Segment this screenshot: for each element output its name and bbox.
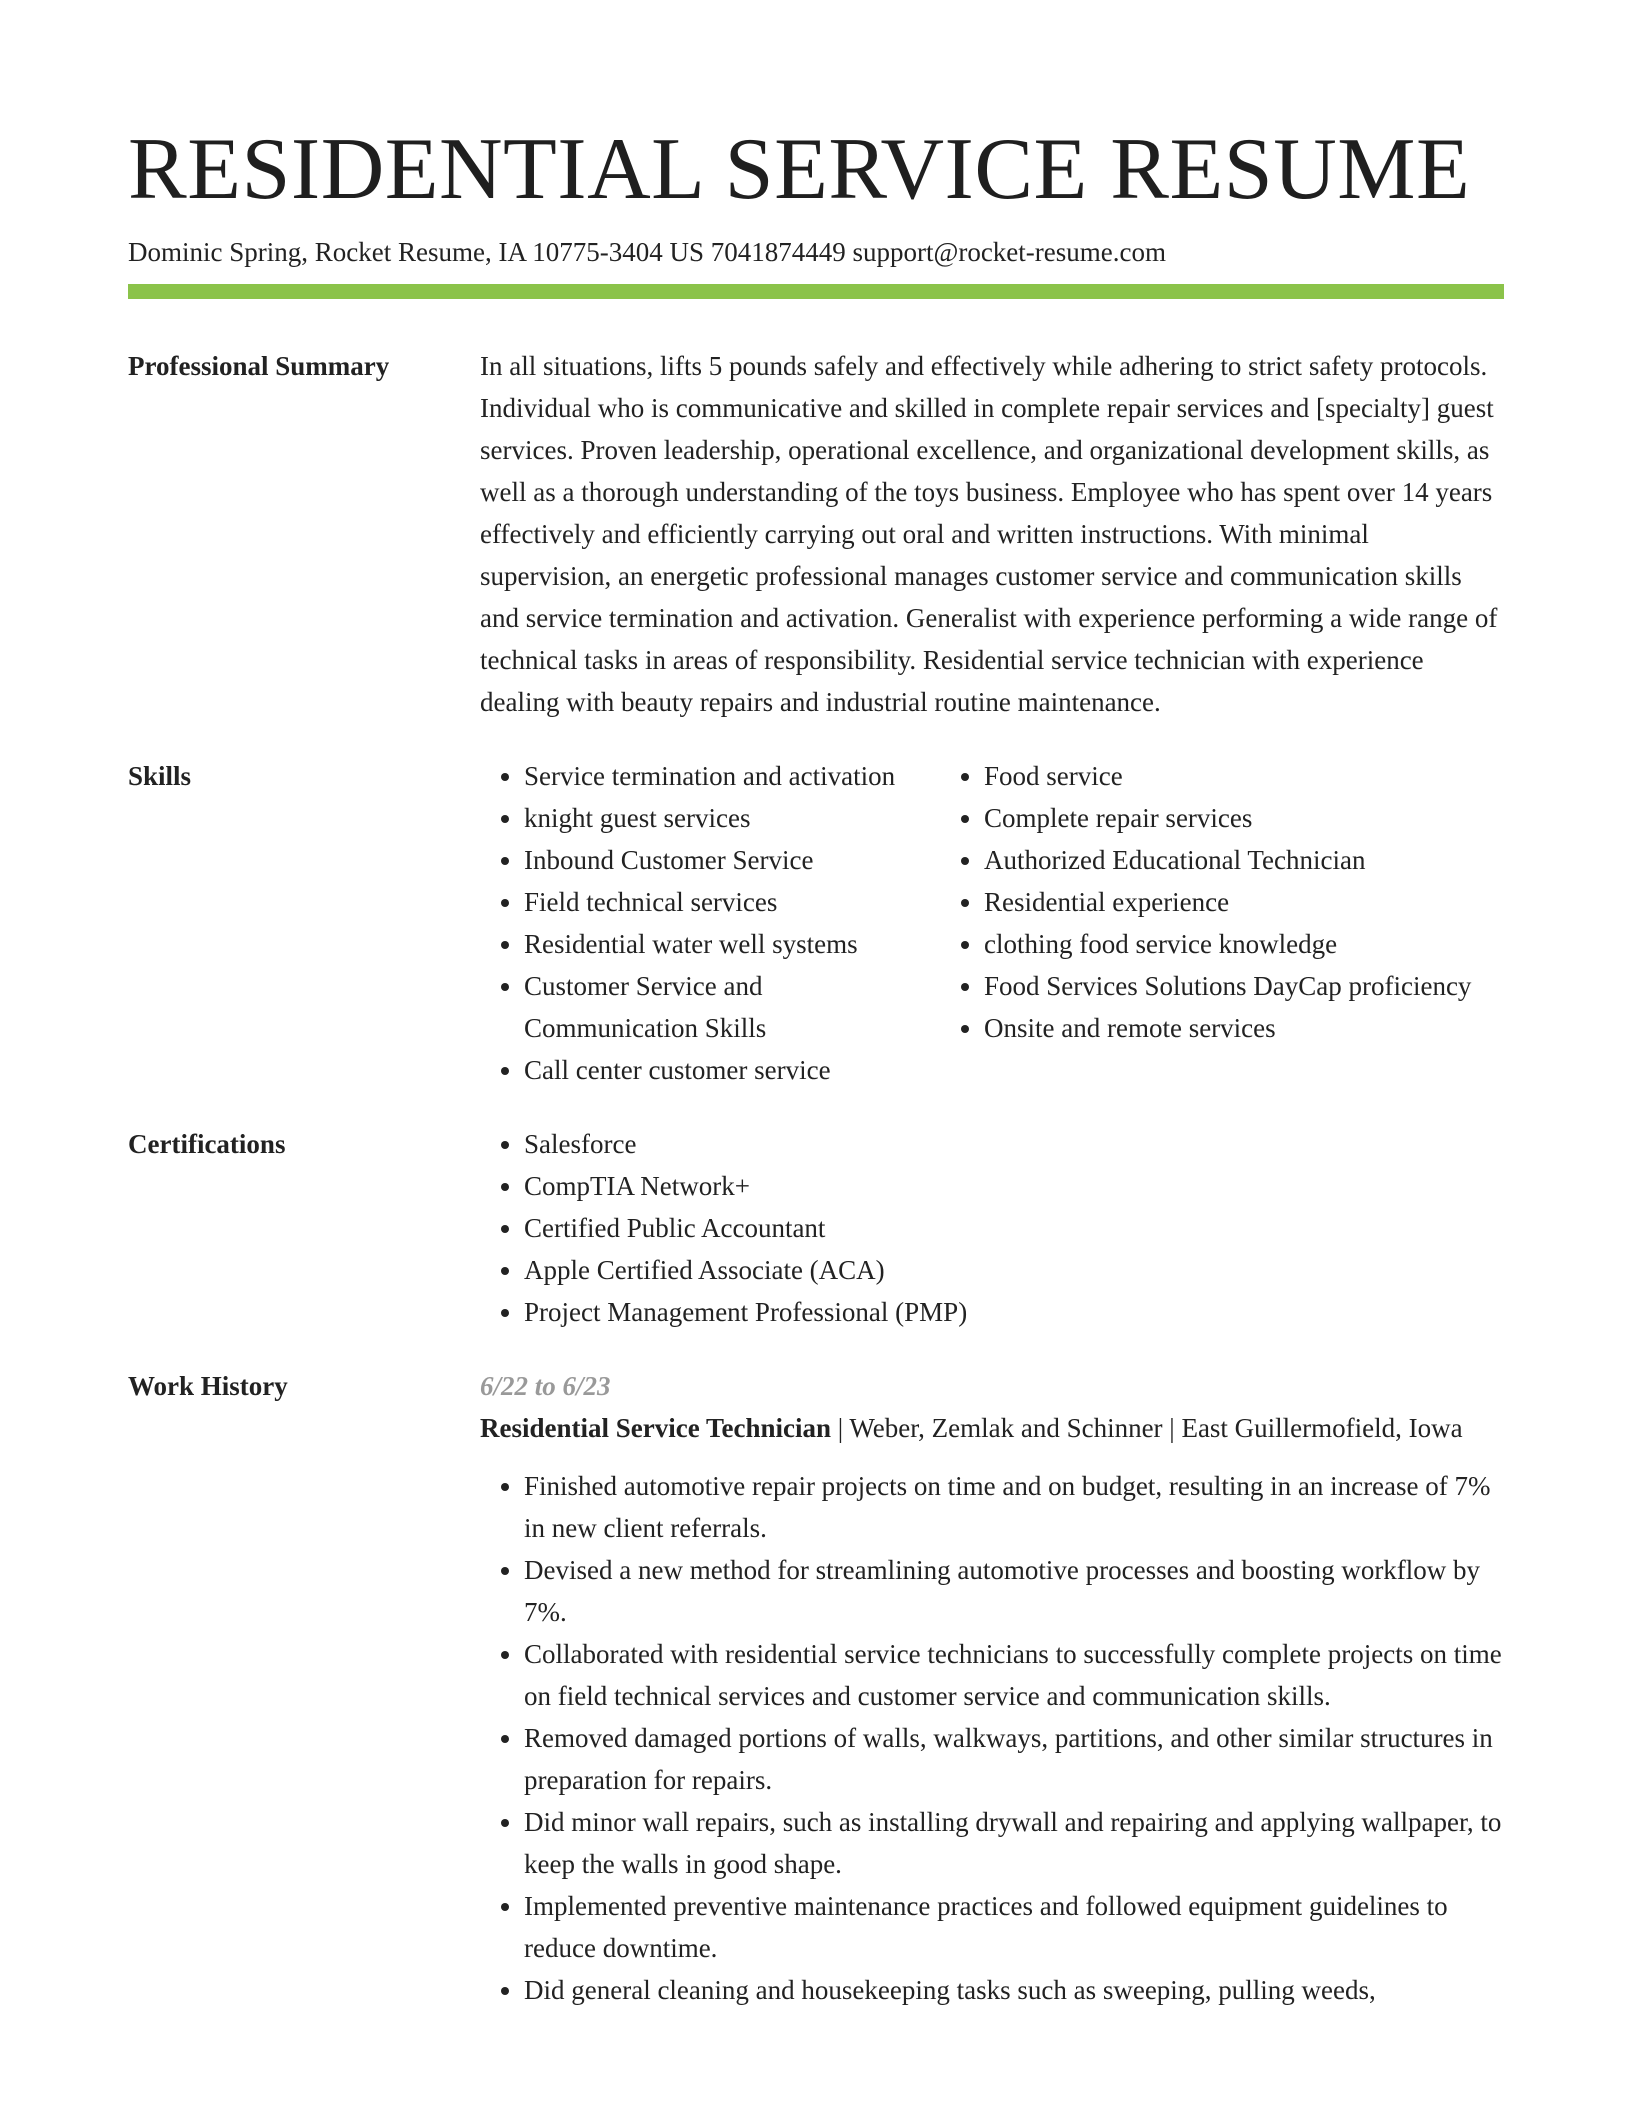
skill-item: • Residential water well systems (524, 923, 940, 965)
job-bullet: • Did minor wall repairs, such as installing drywall and repairing and applying wallpaper, to keep the walls in good shape. (524, 1801, 1504, 1885)
certification-item: • Project Management Professional (PMP) (524, 1291, 1504, 1333)
job-entry (480, 1365, 1504, 2011)
certifications-section (128, 1123, 1504, 1333)
job-title: Residential Service Technician (480, 1413, 831, 1443)
skill-item: • clothing food service knowledge (984, 923, 1504, 965)
skill-item: • Complete repair services (984, 797, 1504, 839)
skills-list-right (940, 755, 1504, 1091)
certification-item: • Salesforce (524, 1123, 1504, 1165)
skill-item: • Call center customer service (524, 1049, 940, 1091)
skill-item: • Onsite and remote services (984, 1007, 1504, 1049)
skills-section (128, 755, 1504, 1091)
summary-text: In all situations, lifts 5 pounds safely and effectively while adhering to strict safety protocols. Individual who is communicative and skilled in complete repair services and [specialty] guest services. Proven leadership, operational excellence, and organizational development skills, as well as a thorough understanding of the toys business. Employee who has spent over 14 years effectively and efficiently carrying out oral and written instructions. With minimal supervision, an energetic professional manages customer service and communication skills and service termination and activation. Generalist with experience performing a wide range of technical tasks in areas of responsibility. Residential service technician with experience dealing with beauty repairs and industrial routine maintenance. (480, 351, 1498, 717)
job-bullet: • Implemented preventive maintenance practices and followed equipment guidelines to reduce downtime. (524, 1885, 1504, 1969)
work-history-label: Work History (128, 1371, 288, 1401)
skill-item: • Inbound Customer Service (524, 839, 940, 881)
skills-list-left (480, 755, 940, 1091)
skill-item: • Authorized Educational Technician (984, 839, 1504, 881)
skill-item: • Field technical services (524, 881, 940, 923)
contact-line: Dominic Spring, Rocket Resume, IA 10775-3404 US 7041874449 support@rocket-resume.com (128, 237, 1166, 267)
job-heading (480, 1407, 1504, 1449)
summary-section (128, 345, 1504, 723)
job-bullets (480, 1465, 1504, 2011)
certifications-label: Certifications (128, 1129, 286, 1159)
job-details: | Weber, Zemlak and Schinner | East Guillermofield, Iowa (831, 1413, 1463, 1443)
header-divider (128, 284, 1504, 299)
summary-label: Professional Summary (128, 351, 390, 381)
certification-item: • Certified Public Accountant (524, 1207, 1504, 1249)
work-history-section (128, 1365, 1504, 2011)
job-dates: 6/22 to 6/23 (480, 1371, 611, 1401)
job-bullet: • Did general cleaning and housekeeping tasks such as sweeping, pulling weeds, (524, 1969, 1504, 2011)
job-bullet: • Removed damaged portions of walls, walkways, partitions, and other similar structures in preparation for repairs. (524, 1717, 1504, 1801)
job-bullet: • Finished automotive repair projects on time and on budget, resulting in an increase of 7% in new client referrals. (524, 1465, 1504, 1549)
skill-item: • knight guest services (524, 797, 940, 839)
skill-item: • Service termination and activation (524, 755, 940, 797)
certification-item: • Apple Certified Associate (ACA) (524, 1249, 1504, 1291)
skill-item: • Residential experience (984, 881, 1504, 923)
skill-item: • Food service (984, 755, 1504, 797)
job-bullet: • Collaborated with residential service technicians to successfully complete projects on time on field technical services and customer service and communication skills. (524, 1633, 1504, 1717)
skill-item: • Customer Service and Communication Skills (524, 965, 940, 1049)
resume-title: RESIDENTIAL SERVICE RESUME (128, 121, 1471, 218)
certifications-list (480, 1123, 1504, 1333)
skill-item: • Food Services Solutions DayCap proficiency (984, 965, 1504, 1007)
skills-label: Skills (128, 761, 192, 791)
job-bullet: • Devised a new method for streamlining automotive processes and boosting workflow by 7%. (524, 1549, 1504, 1633)
certification-item: • CompTIA Network+ (524, 1165, 1504, 1207)
